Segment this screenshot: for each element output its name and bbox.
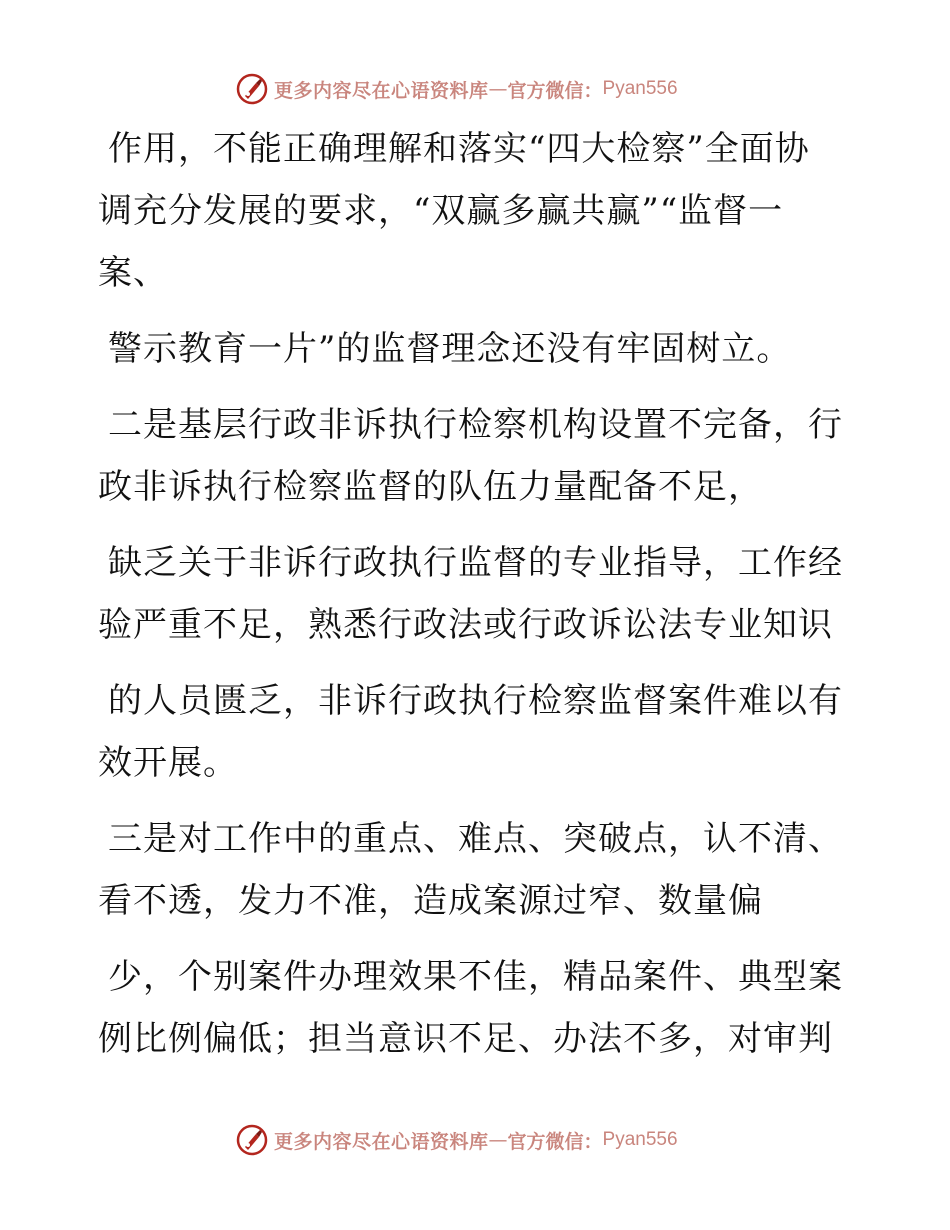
body-line: 看不透，发力不准，造成案源过窄、数量偏 <box>98 881 763 921</box>
footer-banner <box>236 1123 756 1157</box>
body-line: 二是基层行政非诉执行检察机构设置不完备，行 <box>108 405 843 445</box>
body-line: 少，个别案件办理效果不佳，精品案件、典型案 <box>108 957 843 997</box>
header-wechat-id: Pyan556 <box>602 78 678 99</box>
header-banner-text: 更多内容尽在心语资料库 <box>274 79 489 102</box>
body-line: 政非诉执行检察监督的队伍力量配备不足， <box>98 467 763 507</box>
footer-banner-text: 更多内容尽在心语资料库 <box>274 1130 489 1153</box>
body-line: 缺乏关于非诉行政执行监督的专业指导，工作经 <box>108 543 843 583</box>
pen-logo-icon <box>236 1124 268 1156</box>
body-line: 调充分发展的要求，“双赢多赢共赢”“监督一 <box>98 191 784 231</box>
footer-wechat-id: Pyan556 <box>602 1129 678 1150</box>
body-line: 验严重不足，熟悉行政法或行政诉讼法专业知识 <box>98 605 833 645</box>
body-line: 案、 <box>98 253 168 293</box>
body-line: 三是对工作中的重点、难点、突破点，认不清、 <box>108 819 843 859</box>
body-line: 作用，不能正确理解和落实“四大检察”全面协 <box>108 129 810 169</box>
body-line: 的人员匮乏，非诉行政执行检察监督案件难以有 <box>108 681 843 721</box>
header-banner-dash: — <box>488 78 508 100</box>
document-body <box>98 118 843 1070</box>
body-line: 效开展。 <box>98 743 238 783</box>
body-line: 警示教育一片”的监督理念还没有牢固树立。 <box>108 329 792 369</box>
pen-logo-icon <box>236 73 268 105</box>
footer-banner-dash: — <box>488 1129 508 1151</box>
body-line: 例比例偏低；担当意识不足、办法不多，对审判 <box>98 1019 833 1059</box>
header-banner <box>236 72 756 106</box>
header-wechat-label: 官方微信： <box>507 79 603 102</box>
footer-wechat-label: 官方微信： <box>507 1130 603 1153</box>
